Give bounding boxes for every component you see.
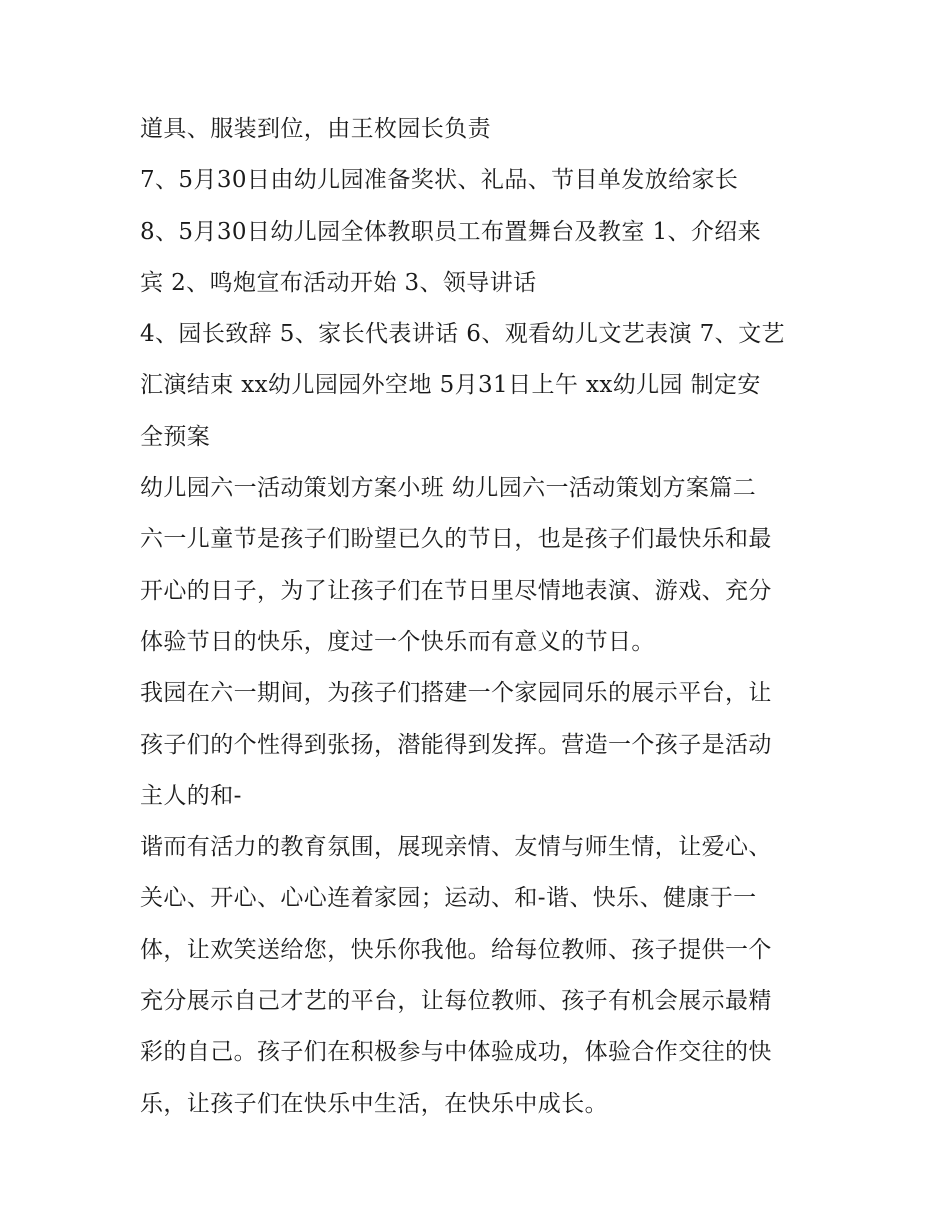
text-line: 道具、服装到位，由王枚园长负责 — [140, 116, 491, 142]
text-line: 8、5月30日幼儿园全体教职员工布置舞台及教室 1、介绍来 — [140, 218, 762, 245]
text-line: 我园在六一期间，为孩子们搭建一个家园同乐的展示平台，让 — [140, 680, 772, 707]
text-line: 主人的和- — [140, 782, 242, 809]
text-line: 7、5月30日由幼儿园准备奖状、礼品、节目单发放给家长 — [140, 167, 739, 194]
text-line: 体验节日的快乐，度过一个快乐而有意义的节日。 — [140, 628, 655, 655]
text-line: 开心的日子，为了让孩子们在节日里尽情地表演、游戏、充分 — [140, 577, 772, 604]
text-line: 汇演结束 xx幼儿园园外空地 5月31日上午 xx幼儿园 制定安 — [140, 372, 761, 399]
text-line: 充分展示自己才艺的平台，让每位教师、孩子有机会展示最精 — [140, 988, 772, 1015]
text-line: 乐，让孩子们在快乐中生活，在快乐中成长。 — [140, 1090, 608, 1117]
document-body — [140, 104, 830, 1130]
text-line: 谐而有活力的教育氛围，展现亲情、友情与师生情，让爱心、 — [140, 834, 772, 861]
text-line: 关心、开心、心心连着家园；运动、和-谐、快乐、健康于一 — [140, 885, 757, 912]
text-line: 彩的自己。孩子们在积极参与中体验成功，体验合作交往的快 — [140, 1039, 772, 1066]
text-line: 幼儿园六一活动策划方案小班 幼儿园六一活动策划方案篇二 — [140, 475, 757, 502]
text-line: 孩子们的个性得到张扬，潜能得到发挥。营造一个孩子是活动 — [140, 731, 772, 758]
text-line: 4、园长致辞 5、家长代表讲话 6、观看幼儿文艺表演 7、文艺 — [140, 321, 785, 348]
text-line: 体，让欢笑送给您，快乐你我他。给每位教师、孩子提供一个 — [140, 936, 772, 963]
text-line: 全预案 — [140, 423, 211, 450]
text-line: 宾 2、鸣炮宣布活动开始 3、领导讲话 — [140, 269, 537, 296]
text-line: 六一儿童节是孩子们盼望已久的节日，也是孩子们最快乐和最 — [140, 526, 772, 553]
